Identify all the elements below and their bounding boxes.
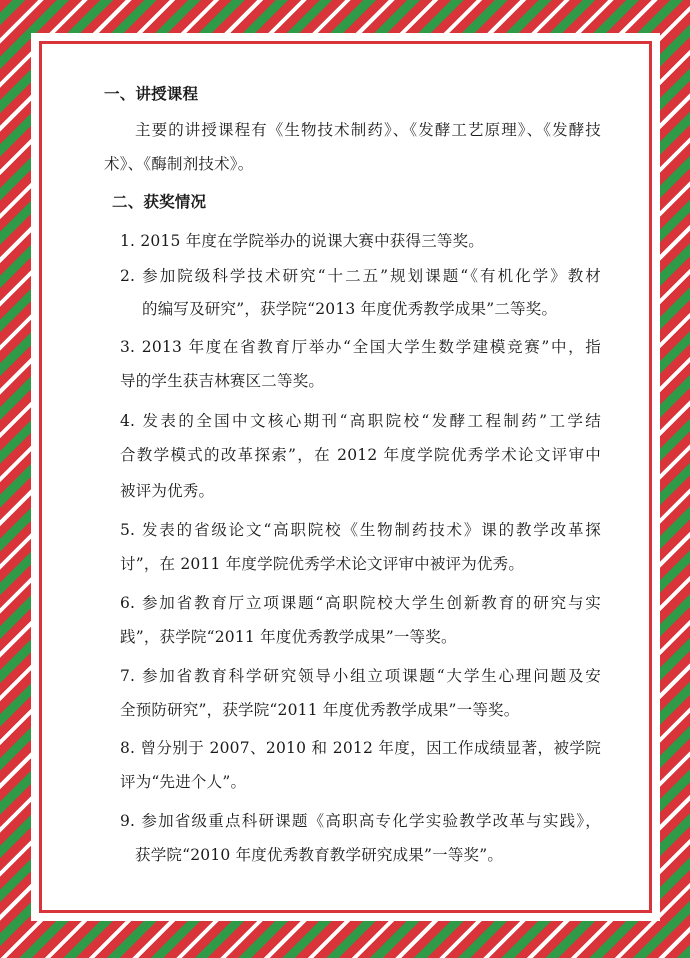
page-frame <box>31 33 660 921</box>
award-item-6-line-1: 6. 参加省教育厅立项课题“高职院校大学生创新教育的研究与实 <box>120 594 601 612</box>
award-item-1-line-1: 1. 2015 年度在学院举办的说课大赛中获得三等奖。 <box>120 232 484 250</box>
award-item-7-line-1: 7. 参加省教育科学研究领导小组立项课题“大学生心理问题及安 <box>120 667 601 685</box>
award-item-2-line-2: 的编写及研究”，获学院“2013 年度优秀教学成果”二等奖。 <box>142 300 558 318</box>
award-item-8-line-2: 评为“先进个人”。 <box>120 773 247 791</box>
award-item-4-line-2: 合教学模式的改革探索”，在 2012 年度学院优秀学术论文评审中 <box>120 446 601 464</box>
award-item-3-line-2: 导的学生获吉林赛区二等奖。 <box>120 372 325 390</box>
document-body <box>42 44 649 910</box>
award-item-8-line-1: 8. 曾分别于 2007、2010 和 2012 年度，因工作成绩显著，被学院 <box>120 739 601 757</box>
courses-text-line-1: 主要的讲授课程有《生物技术制药》、《发酵工艺原理》、《发酵技 <box>135 121 601 139</box>
courses-text-line-2: 术》、《酶制剂技术》。 <box>104 155 254 173</box>
award-item-2-line-1: 2. 参加院级科学技术研究“十二五”规划课题“《有机化学》教材 <box>120 267 601 285</box>
award-item-9-line-1: 9. 参加省级重点科研课题《高职高专化学实验教学改革与实践》， <box>120 812 601 830</box>
page-border <box>39 41 652 913</box>
award-item-5-line-1: 5. 发表的省级论文“高职院校《生物制药技术》课的教学改革探 <box>120 521 601 539</box>
award-item-7-line-2: 全预防研究”，获学院“2011 年度优秀教学成果”一等奖。 <box>120 701 520 719</box>
award-item-5-line-2: 讨”，在 2011 年度学院优秀学术论文评审中被评为优秀。 <box>120 555 525 573</box>
award-item-4-line-3: 被评为优秀。 <box>120 482 215 500</box>
section-heading-courses: 一、讲授课程 <box>104 85 199 103</box>
award-item-3-line-1: 3. 2013 年度在省教育厅举办“全国大学生数学建模竞赛”中，指 <box>120 338 601 356</box>
award-item-4-line-1: 4. 发表的全国中文核心期刊“高职院校“发酵工程制药”工学结 <box>120 412 601 430</box>
award-item-6-line-2: 践”，获学院“2011 年度优秀教学成果”一等奖。 <box>120 628 457 646</box>
award-item-9-line-2: 获学院“2010 年度优秀教育教学研究成果”一等奖”。 <box>135 846 504 864</box>
section-heading-awards: 二、获奖情况 <box>112 193 207 211</box>
